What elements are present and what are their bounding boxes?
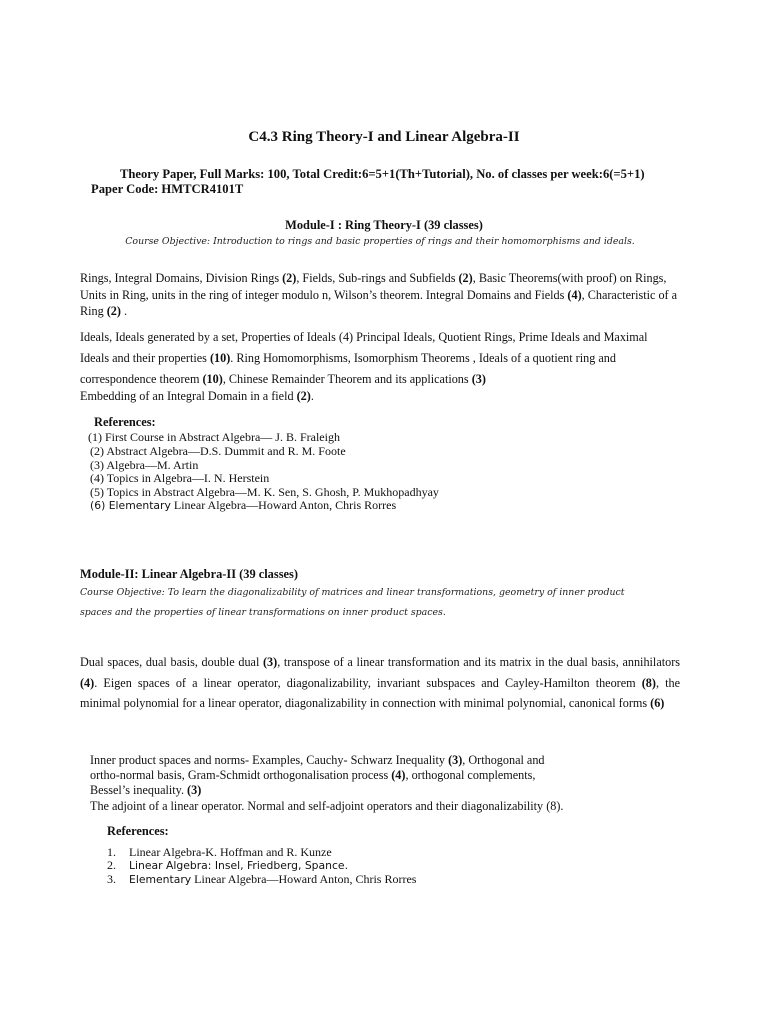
text-run: . [120,304,128,318]
reference-item: (5) Topics in Abstract Algebra—M. K. Sen, S. Ghosh, P. Mukhopadhyay [90,485,439,499]
module2-heading: Module-II: Linear Algebra-II (39 classes) [80,567,298,581]
reference-item: 2. Linear Algebra: Insel, Friedberg, Spance. [107,858,349,872]
text-run: , Chinese Remainder Theorem and its applications [222,371,472,386]
reference-item: (1) First Course in Abstract Algebra— J. B. Fraleigh [88,430,340,444]
reference-item: (6) Elementary Linear Algebra—Howard Anton, Chris Rorres [90,498,397,512]
class-count: (4) [567,287,582,302]
text-run: , Basic Theorems(with proof) on Rings, Units in Ring, units in the ring of integer modulo n, Wilson’s theorem. Integral Domains and Fields [80,271,667,302]
reference-item: (4) Topics in Algebra—I. N. Herstein [90,471,270,485]
class-count: (3) [448,753,463,767]
reference-item: (3) Algebra—M. Artin [90,458,199,472]
module2-paragraph-2 [90,753,690,814]
text-run: Ideals and their properties [80,350,210,365]
paragraph-line [90,753,690,768]
reference-item: (2) Abstract Algebra—D.S. Dummit and R. M. Foote [90,444,346,458]
document-title: C4.3 Ring Theory-I and Linear Algebra-II [248,129,520,145]
paragraph-line [90,783,690,798]
text-run: Embedding of an Integral Domain in a field [80,389,297,404]
module1-objective: Course Objective: Introduction to rings and basic properties of rings and their homomorphisms and ideals. [125,236,635,247]
text-run: , Fields, Sub-rings and Subfields [296,271,459,285]
paragraph-line [80,386,700,407]
module1-heading: Module-I : Ring Theory-I (39 classes) [285,218,483,232]
text-run: The adjoint of a linear operator. Normal and self-adjoint operators and their diagonalizability (8). [90,798,564,813]
text-run: Dual spaces, dual basis, double dual [80,655,263,669]
text-run: , transpose of a linear transformation and its matrix in the dual basis, annihilators [277,655,681,669]
class-count: (3) [263,655,278,669]
text-run: , the minimal polynomial for a linear operator, diagonalizability in connection with minimal polynomial, canonical forms [80,675,680,710]
text-run: . [310,389,314,404]
module1-paragraph-2 [80,327,700,407]
text-run: . Ring Homomorphisms, Isomorphism Theorems , Ideals of a quotient ring and [230,350,616,365]
reference-item: 3. Elementary Linear Algebra—Howard Anton, Chris Rorres [107,872,417,886]
text-run: Inner product spaces and norms- Examples, Cauchy- Schwarz Inequality [90,753,449,767]
class-count: (3) [187,783,202,798]
module2-references-heading: References: [107,824,169,838]
text-run: , Orthogonal and [462,753,545,767]
class-count: (3) [471,371,486,386]
module2-objective-line-1: Course Objective: To learn the diagonalizability of matrices and linear transformations, geometry of inner product [80,587,625,598]
paragraph-line [90,768,690,783]
paragraph-line [90,799,690,814]
paragraph-line [80,327,700,348]
reference-item: 1. Linear Algebra-K. Hoffman and R. Kunze [107,845,332,859]
text-run: ortho-normal basis, Gram-Schmidt orthogonalisation process [90,768,392,783]
class-count: (8) [641,675,656,690]
class-count: (2) [106,304,121,318]
module2-paragraph-1 [80,652,680,714]
text-run: , orthogonal complements, [405,768,536,783]
class-count: (2) [458,271,473,285]
paper-info: Theory Paper, Full Marks: 100, Total Credit:6=5+1(Th+Tutorial), No. of classes per week:6(=5+1) [120,167,645,181]
text-run: Ideals, Ideals generated by a set, Properties of Ideals (4) Principal Ideals, Quotient Rings, Prime Ideals and Maximal [80,330,648,344]
class-count: (10) [209,350,231,365]
paragraph-line [80,348,700,369]
class-count: (4) [391,768,406,783]
text-run: . Eigen spaces of a linear operator, diagonalizability, invariant subspaces and Cayley-Hamilton theorem [94,675,642,690]
module1-references-heading: References: [94,415,156,429]
module1-paragraph-1 [80,270,680,320]
module2-objective-line-2: spaces and the properties of linear transformations on inner product spaces. [80,607,446,618]
class-count: (2) [282,271,297,285]
text-run: , Characteristic of a Ring [80,287,678,318]
paper-code: Paper Code: HMTCR4101T [91,182,244,196]
class-count: (2) [296,389,311,404]
text-run: Bessel’s inequality. [90,783,188,798]
class-count: (4) [80,675,95,690]
class-count: (10) [202,371,223,386]
text-run: Rings, Integral Domains, Division Rings [80,271,283,285]
text-run: correspondence theorem [80,371,203,386]
class-count: (6) [650,696,665,710]
